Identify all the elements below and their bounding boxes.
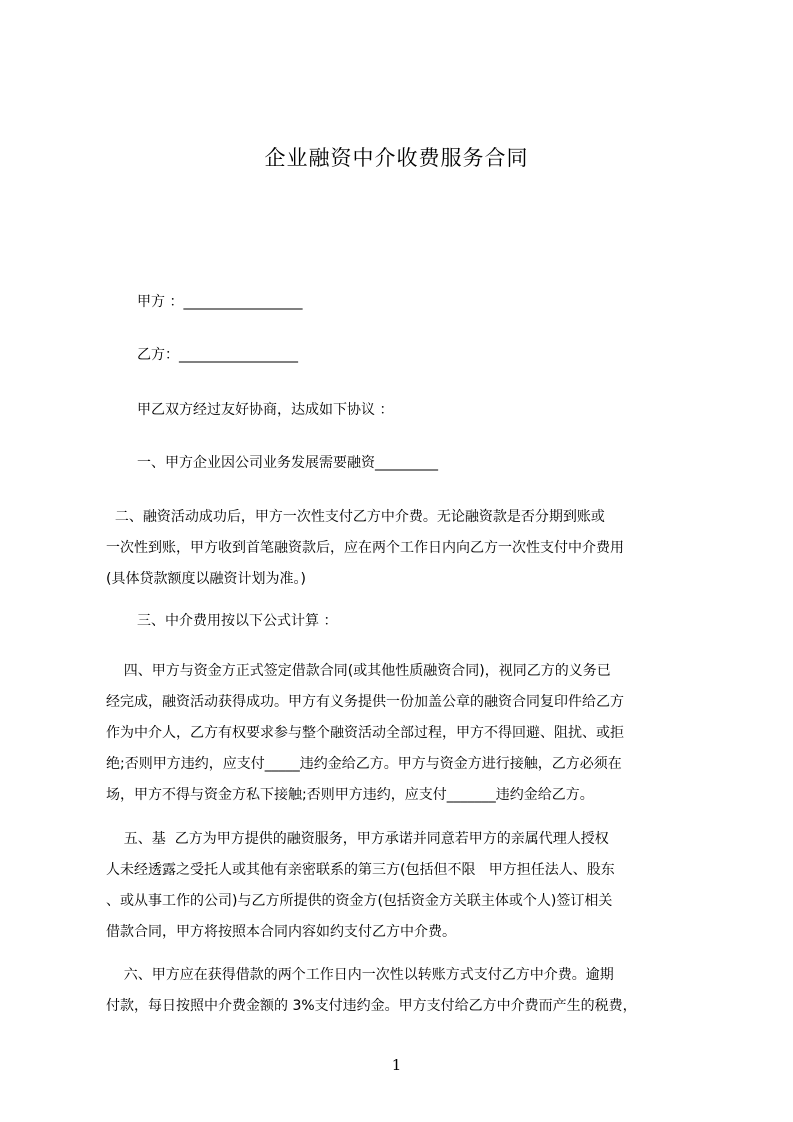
clause-6-line: 付款，每日按照中介费金额的 3%支付违约金。甲方支付给乙方中介费而产生的税费， [106, 998, 637, 1014]
page-number: 1 [391, 1056, 402, 1074]
clause-6-line: 六、甲方应在获得借款的两个工作日内一次性以转账方式支付乙方中介费。逾期 [106, 967, 614, 983]
clause-2-line: 一次性到账，甲方收到首笔融资款后，应在两个工作日内向乙方一次性支付中介费用 [106, 540, 624, 556]
clause-4 [106, 656, 700, 811]
clause-4-line: 绝;否则甲方违约，应支付_____违约金给乙方。甲方与资金方进行接触，乙方必须在 [106, 756, 622, 772]
clause-3: 三、中介费用按以下公式计算 ： [137, 613, 338, 629]
clause-5-line: 五、基 乙方为甲方提供的融资服务，甲方承诺并同意若甲方的亲属代理人授权 [106, 831, 609, 847]
clause-4-line: 场，甲方不得与资金方私下接触;否则甲方违约，应支付_______违约金给乙方。 [106, 787, 594, 803]
clause-1: 一、甲方企业因公司业务发展需要融资_________ [137, 455, 438, 471]
clause-5-line: 、或从事工作的公司)与乙方所提供的资金方(包括资金方关联主体或个人)签订相关 [106, 893, 613, 909]
preamble: 甲乙双方经过友好协商，达成如下协议 ： [137, 402, 394, 418]
clause-2 [106, 502, 700, 595]
clause-4-line: 四、甲方与资金方正式签定借款合同(或其他性质融资合同)，视同乙方的义务已 [106, 663, 611, 679]
clause-2-line: 二、融资活动成功后，甲方一次性支付乙方中介费。无论融资款是否分期到账或 [106, 509, 605, 525]
clause-5-line: 人未经透露之受托人或其他有亲密联系的第三方(包括但不限 甲方担任法人、股东 [106, 862, 615, 878]
party-a-line: 甲方 ：_________________ [137, 294, 303, 310]
party-b-line: 乙方：_________________ [137, 347, 298, 363]
document-title: 企业融资中介收费服务合同 [264, 146, 529, 170]
clause-2-line: (具体贷款额度以融资计划为准。) [106, 571, 306, 587]
clause-4-line: 经完成，融资活动获得成功。甲方有义务提供一份加盖公章的融资合同复印件给乙方 [106, 694, 624, 710]
clause-4-line: 作为中介人，乙方有权要求参与整个融资活动全部过程，甲方不得回避、阻扰、或拒 [106, 725, 624, 741]
clause-5-line: 借款合同，甲方将按照本合同内容如约支付乙方中介费。 [106, 924, 456, 940]
clause-5 [106, 824, 700, 948]
clause-6 [106, 960, 700, 1022]
